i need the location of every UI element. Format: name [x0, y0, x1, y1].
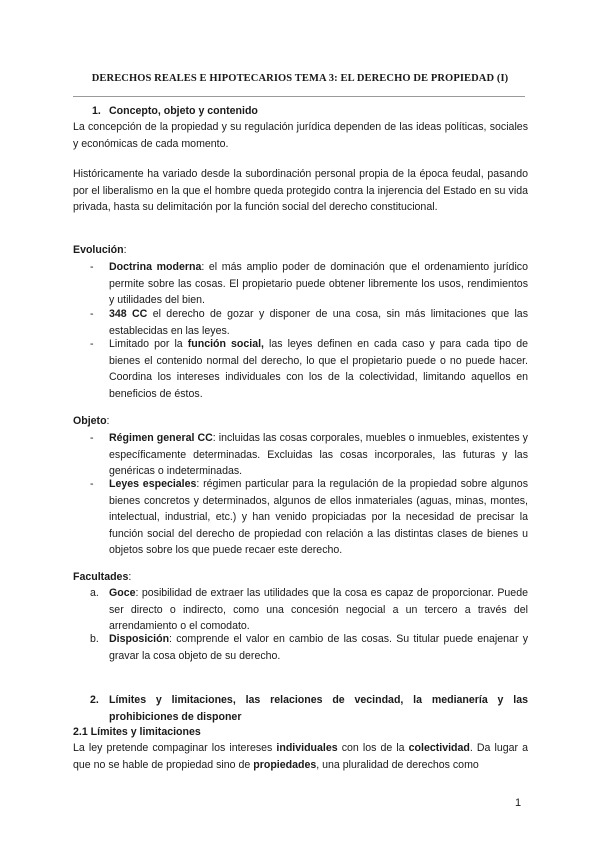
- objeto-label: Objeto:: [73, 415, 110, 427]
- objeto-item-regimen-general: Régimen general CC: incluidas las cosas corporales, muebles o inmuebles, existentes y específicamente determinadas. Excluidas las cosas incorporales, las futuras y las genéricas o indeterminadas.: [109, 432, 528, 477]
- list-marker: -: [90, 308, 94, 320]
- section-2-paragraph: La ley pretende compaginar los intereses individuales con los de la colectividad. Da lugar a que no se hable de propiedad sino de propiedades, una pluralidad de derechos como: [73, 742, 529, 771]
- evolucion-item-348cc: 348 CC el derecho de gozar y disponer de una cosa, sin más limitaciones que las establecidas en las leyes.: [109, 308, 528, 337]
- evolucion-item-doctrina: Doctrina moderna: el más amplio poder de dominación que el ordenamiento jurídico permite sobre las cosas. El propietario puede obtener libremente los usos, rendimientos y utilidades del bien.: [109, 261, 528, 306]
- facultades-label: Facultades:: [73, 571, 132, 583]
- facultades-item-disposicion: Disposición: comprende el valor en cambio de las cosas. Su titular puede enajenar y gravar la cosa objeto de su derecho.: [109, 633, 528, 662]
- subsection-2-1-heading: 2.1 Límites y limitaciones: [73, 726, 201, 738]
- section-1-paragraph-2: Históricamente ha variado desde la subordinación personal propia de la época feudal, pasando por el liberalismo en la que el hombre queda protegido contra la injerencia del Estado en su vida privada, hasta su delimitación por la función social del derecho constitucional.: [73, 168, 528, 213]
- objeto-item-leyes-especiales: Leyes especiales: régimen particular para la regulación de la propiedad sobre algunos bienes concretos y determinados, algunos de ellos inmateriales (aguas, minas, montes, intelectual, industrial, etc.) y han venido propiciadas por la necesidad de precisar la función social del derecho de propiedad con relación a las distintas clases de bienes u objetos sobre los que puede recaer este derecho.: [109, 478, 529, 556]
- section-1-number: 1.: [92, 105, 101, 117]
- section-1-paragraph-1: La concepción de la propiedad y su regulación jurídica dependen de las ideas políticas, sociales y económicas de cada momento.: [73, 121, 528, 150]
- list-marker: -: [90, 261, 94, 273]
- section-2-heading: Límites y limitaciones, las relaciones de vecindad, la medianería y las prohibiciones de disponer: [109, 694, 528, 723]
- list-marker: -: [90, 432, 94, 444]
- list-marker: -: [90, 478, 94, 490]
- page-number: 1: [515, 797, 522, 809]
- section-2-number: 2.: [90, 694, 99, 706]
- list-marker: -: [90, 338, 94, 350]
- list-marker: a.: [90, 587, 99, 599]
- evolucion-label: Evolución:: [73, 244, 127, 256]
- list-marker: b.: [90, 633, 99, 645]
- facultades-item-goce: Goce: posibilidad de extraer las utilidades que la cosa es capaz de proporcionar. Puede ser directo o indirecto, como una concesión negocial a un tercero a través del arrendamiento o el comodato.: [109, 587, 528, 632]
- section-1-heading: Concepto, objeto y contenido: [109, 105, 258, 117]
- title-divider: [73, 96, 525, 97]
- evolucion-item-funcion-social: Limitado por la función social, las leyes definen en cada caso y para cada tipo de bienes el contenido normal del derecho, lo que el propietario puede o no puede hacer. Coordina los intereses individuales con los de la colectividad, limitando aquellos en beneficios de éstos.: [109, 338, 529, 400]
- document-title: DERECHOS REALES E HIPOTECARIOS TEMA 3: EL DERECHO DE PROPIEDAD (I): [91, 73, 509, 84]
